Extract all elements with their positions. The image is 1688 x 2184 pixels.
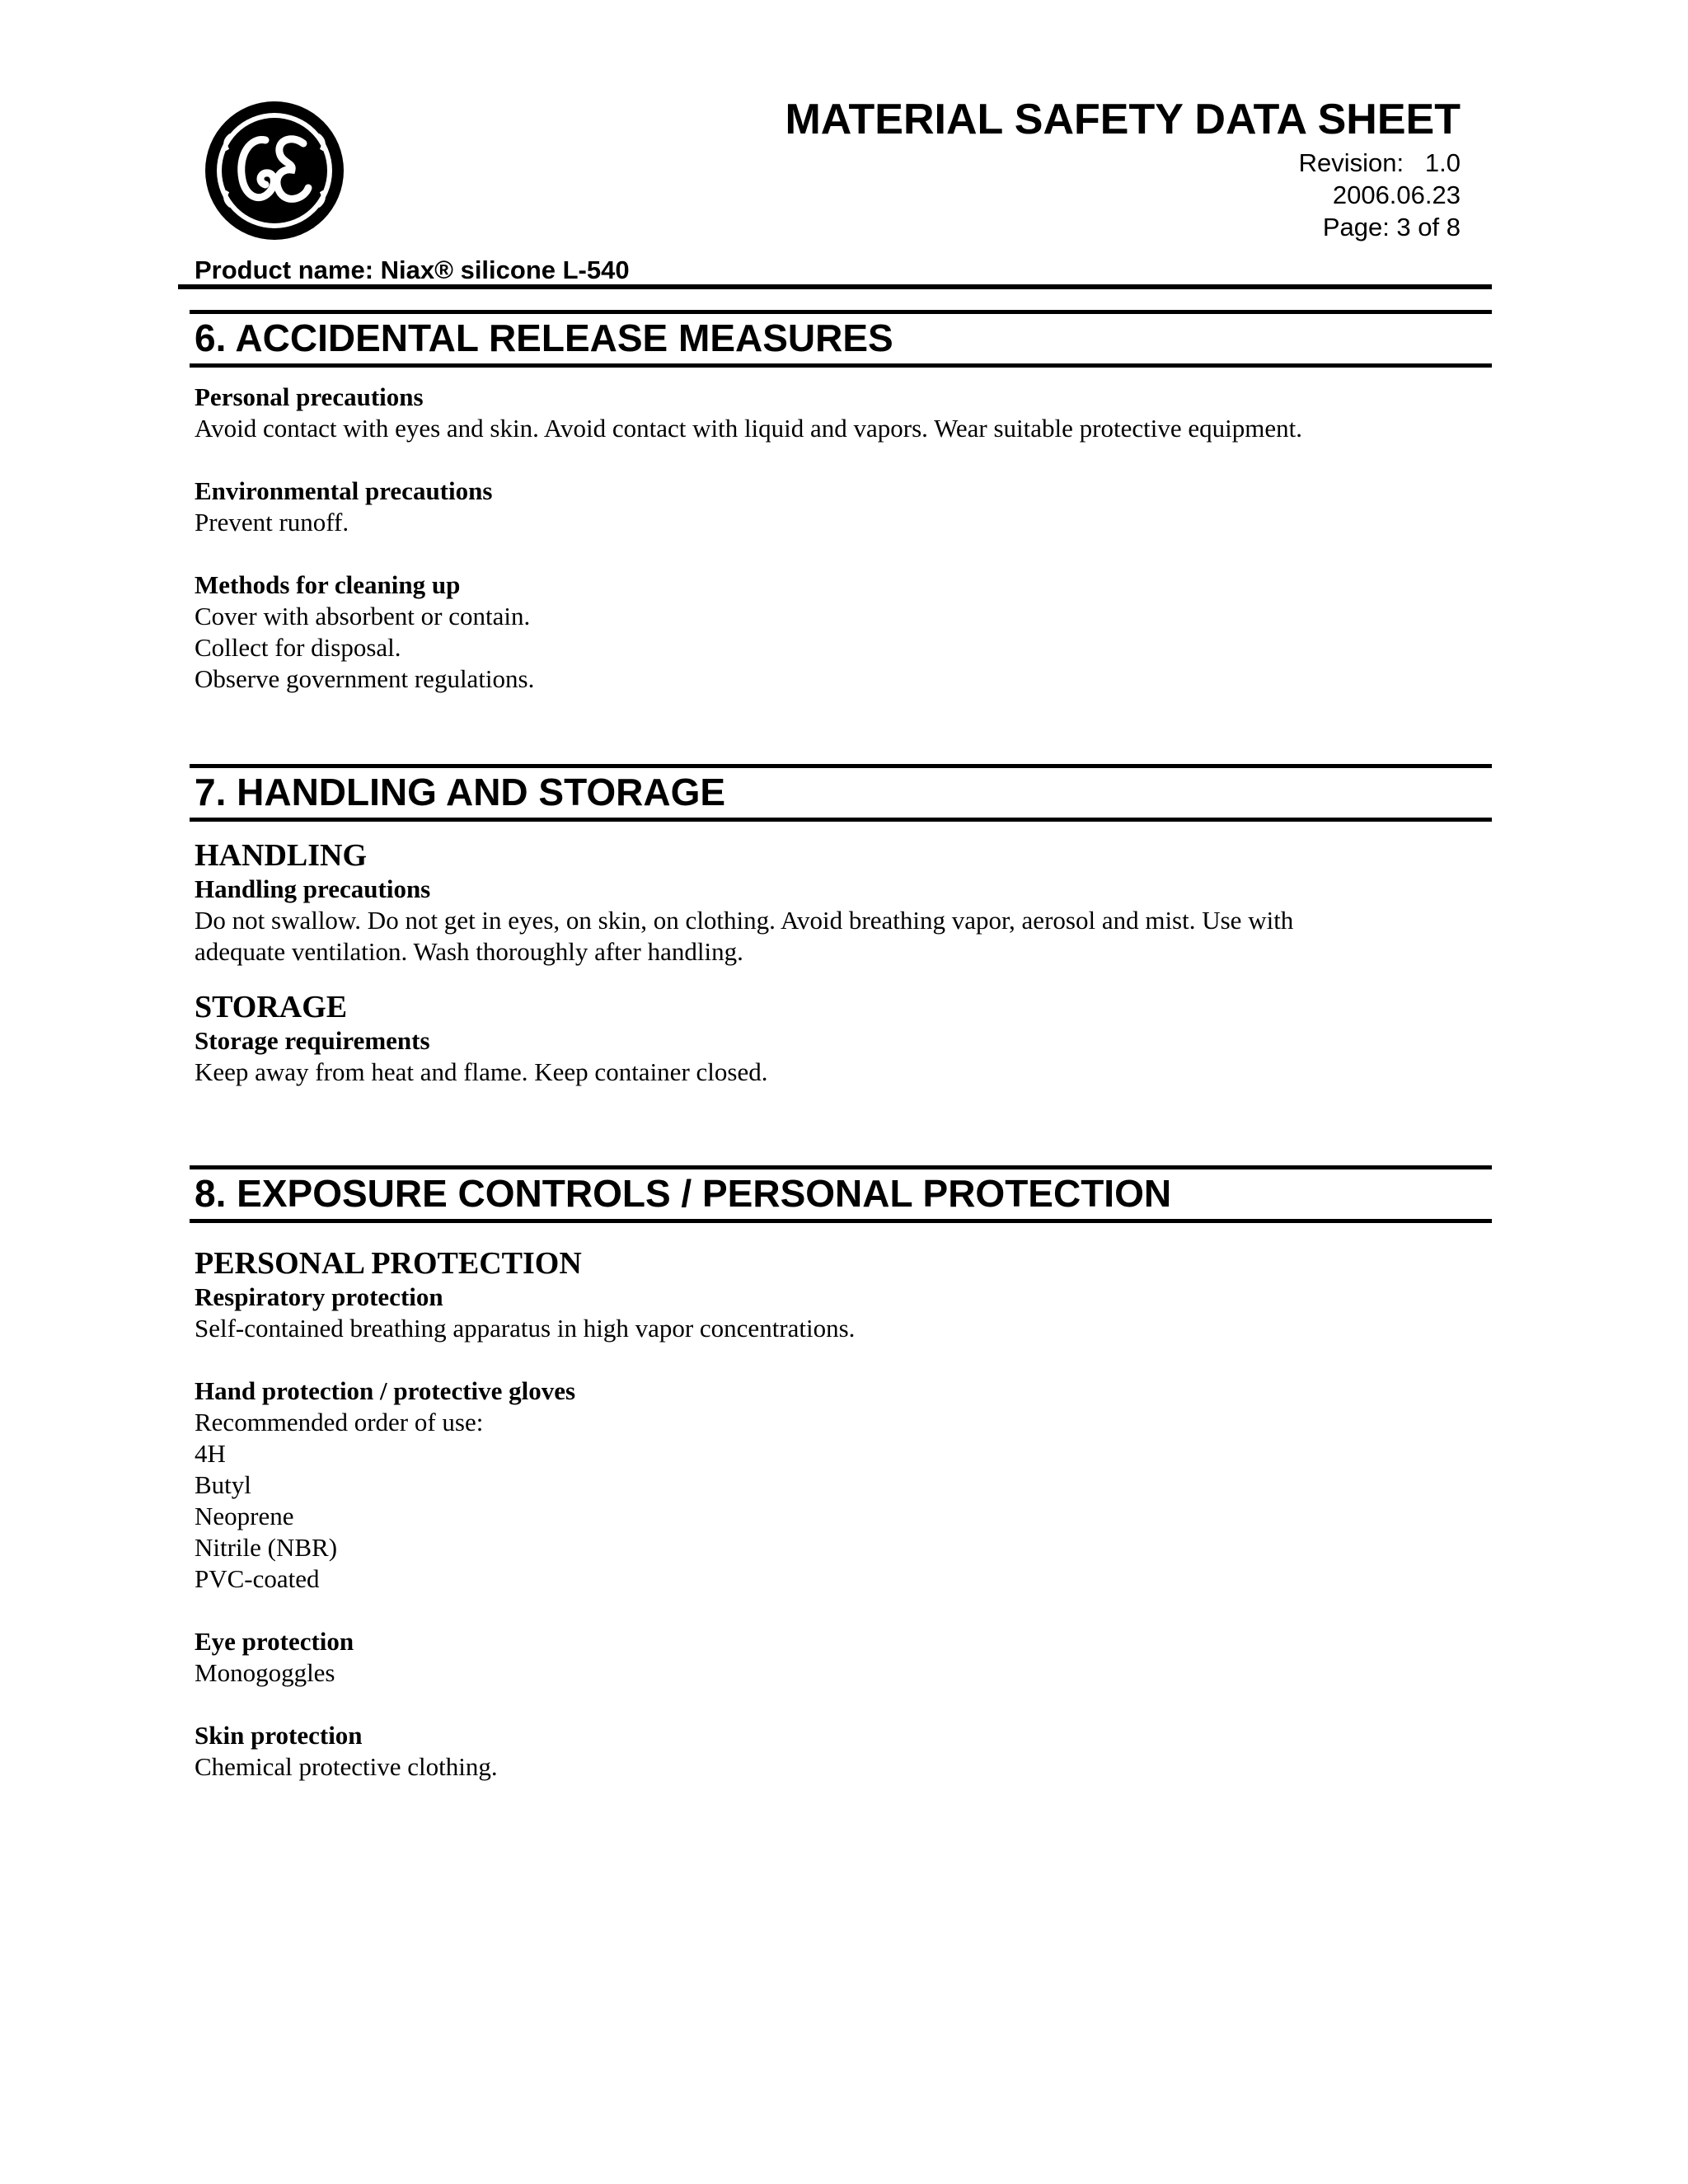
ge-logo — [204, 101, 345, 241]
section8-top-rule — [190, 1165, 1492, 1169]
hand-protection-line: Neoprene — [195, 1502, 294, 1530]
hand-protection-label: Hand protection / protective gloves — [195, 1376, 576, 1405]
hand-protection-line: Butyl — [195, 1470, 251, 1499]
cleaning-methods-label: Methods for cleaning up — [195, 570, 461, 599]
eye-protection-text: Monogoggles — [195, 1658, 335, 1687]
page-number: Page: 3 of 8 — [1322, 213, 1461, 241]
handling-precautions-line: Do not swallow. Do not get in eyes, on skin, on clothing. Avoid breathing vapor, aerosol and mist. Use with — [195, 906, 1294, 935]
respiratory-protection-label: Respiratory protection — [195, 1282, 443, 1311]
hand-protection-line: Nitrile (NBR) — [195, 1533, 338, 1562]
revision-date: 2006.06.23 — [1332, 180, 1461, 209]
section7-body — [195, 837, 1480, 1088]
header-divider — [178, 284, 1492, 289]
storage-title: STORAGE — [195, 990, 348, 1024]
product-name: Product name: Niax® silicone L-540 — [195, 255, 630, 284]
skin-protection-label: Skin protection — [195, 1721, 363, 1750]
section6-bottom-rule — [190, 363, 1492, 368]
hand-protection-line: Recommended order of use: — [195, 1408, 484, 1436]
eye-protection-label: Eye protection — [195, 1627, 354, 1656]
section6-body — [195, 382, 1480, 695]
document-title: MATERIAL SAFETY DATA SHEET — [785, 96, 1461, 143]
personal-precautions-label: Personal precautions — [195, 382, 424, 411]
hand-protection-line: PVC-coated — [195, 1564, 320, 1593]
environmental-precautions-label: Environmental precautions — [195, 476, 493, 505]
handling-title: HANDLING — [195, 838, 368, 873]
section7-top-rule — [190, 764, 1492, 768]
section8-body — [195, 1245, 1480, 1783]
cleaning-line: Cover with absorbent or contain. — [195, 602, 531, 630]
skin-protection-text: Chemical protective clothing. — [195, 1752, 498, 1781]
section7-bottom-rule — [190, 818, 1492, 822]
personal-precautions-text: Avoid contact with eyes and skin. Avoid contact with liquid and vapors. Wear suitable protective equipment. — [195, 414, 1302, 443]
environmental-precautions-text: Prevent runoff. — [195, 508, 349, 537]
section8-heading: 8. EXPOSURE CONTROLS / PERSONAL PROTECTION — [195, 1172, 1172, 1215]
section7-heading: 7. HANDLING AND STORAGE — [195, 771, 726, 813]
hand-protection-line: 4H — [195, 1439, 226, 1468]
document-meta — [1299, 147, 1461, 243]
section6-heading: 6. ACCIDENTAL RELEASE MEASURES — [195, 316, 893, 359]
storage-requirements-text: Keep away from heat and flame. Keep container closed. — [195, 1057, 768, 1086]
personal-protection-title: PERSONAL PROTECTION — [195, 1246, 582, 1281]
section8-bottom-rule — [190, 1219, 1492, 1223]
cleaning-line: Observe government regulations. — [195, 664, 535, 693]
respiratory-protection-text: Self-contained breathing apparatus in high vapor concentrations. — [195, 1314, 856, 1343]
storage-requirements-label: Storage requirements — [195, 1026, 430, 1055]
handling-precautions-line: adequate ventilation. Wash thoroughly after handling. — [195, 937, 743, 966]
handling-precautions-label: Handling precautions — [195, 874, 431, 903]
cleaning-line: Collect for disposal. — [195, 633, 401, 662]
revision-label: Revision: 1.0 — [1298, 148, 1461, 177]
section6-top-rule — [190, 310, 1492, 314]
